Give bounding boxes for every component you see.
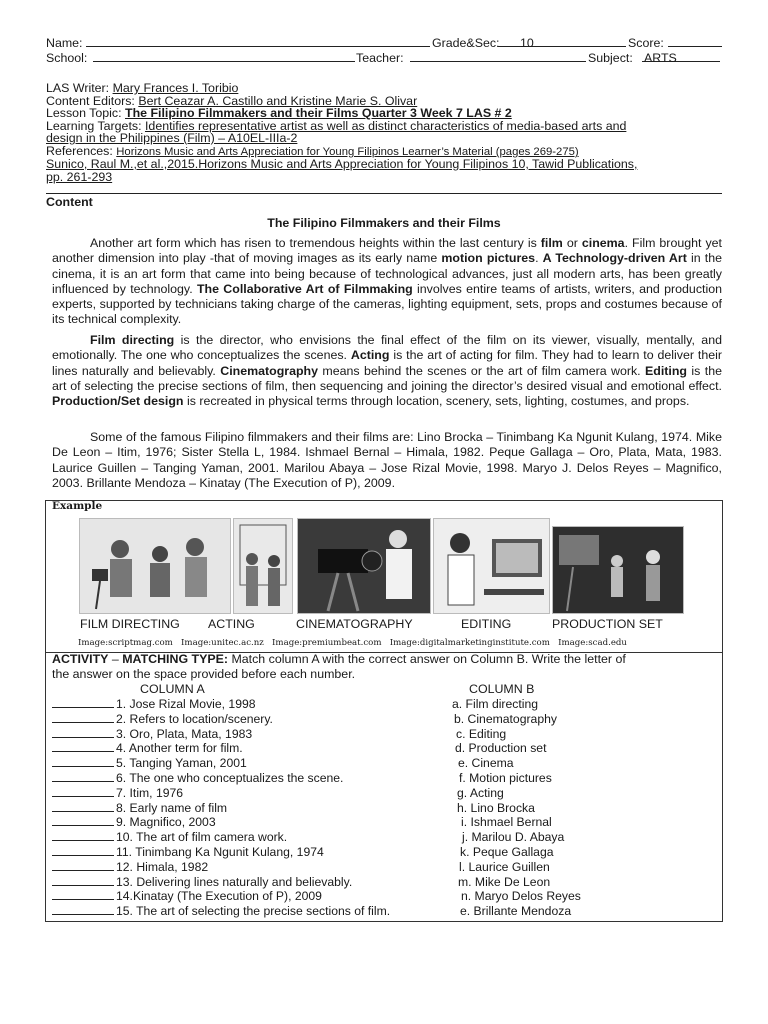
column-b-item: e. Cinema — [458, 756, 514, 771]
paragraph-filmmakers: Some of the famous Filipino filmmakers and their films are: Lino Brocka – Tinimbang Ka Ngunit Kulang, 1974. Mike De Leon – Itim, 1976; Sister Stella L, 1984. Ishmael Bernal – Himala, 1982. Peque Gallaga – Oro, Plata, Mata, 1983. Laurice Guillen – Tanging Yaman, 2001. Marilou Abaya – Jose Rizal Movie, 1998. Maryo J. Delos Reyes – Magnifico, 2003. Brillante Mendoza – Kinatay (The Execution of P), 2009. — [52, 430, 722, 490]
grade-label: Grade&Sec: — [432, 36, 500, 50]
image-source: Image:scad.edu — [558, 638, 627, 648]
activity-type: MATCHING TYPE: — [122, 652, 229, 666]
divider — [46, 193, 722, 194]
column-a-text: 14.Kinatay (The Execution of P), 2009 — [116, 889, 322, 904]
paragraph-film: Another art form which has risen to tremendous heights within the last century is film or cinema. Film brought yet another dimension into play -that of moving images as its early name motion pictures. A Technology-driven Art in the cinema, it is an art form that came into being because of technological advances, just all modern arts, has been greatly influenced by technology. The Collaborative Art of Filmmaking involves entire teams of artists, writers, and production experts, supported by technicians taking charge of the cameras, lighting equipment, sets, props and costumes because of its technical complexity. — [52, 236, 723, 327]
column-b-item: l. Laurice Guillen — [459, 859, 550, 874]
caption-editing: EDITING — [461, 617, 512, 631]
refs-label: References: — [46, 144, 113, 158]
column-a-item — [52, 860, 208, 874]
column-a-item — [52, 801, 227, 815]
content-heading: Content — [46, 195, 93, 209]
answer-blank[interactable] — [52, 904, 114, 915]
cinematography-image — [297, 518, 431, 614]
caption-acting: ACTING — [208, 617, 255, 631]
targets-text-2: design in the Philippines (Film) – A10EL-IIIa-2 — [46, 131, 298, 145]
answer-blank[interactable] — [52, 815, 114, 826]
film-directing-image — [79, 518, 231, 614]
caption-production-set: PRODUCTION SET — [552, 617, 663, 631]
refs-text-2: Sunico, Raul M.,et al.,2015.Horizons Music and Arts Appreciation for Young Filipinos 10, Tawid Publications, — [46, 157, 638, 171]
column-a-text: 2. Refers to location/scenery. — [116, 711, 273, 726]
topic-line — [46, 106, 512, 120]
caption-film-directing: FILM DIRECTING — [80, 617, 180, 631]
activity-title: ACTIVITY — [52, 652, 109, 666]
score-label: Score: — [628, 36, 664, 50]
column-b-item: j. Marilou D. Abaya — [462, 830, 565, 845]
column-b-item: h. Lino Brocka — [457, 800, 535, 815]
column-b-header: COLUMN B — [469, 682, 535, 696]
activity-instructions-2: the answer on the space provided before each number. — [52, 667, 356, 681]
paragraph-elements: Film directing is the director, who envisions the final effect of the film on its viewer, visually, mentally, and emotionally. The one who conceptualizes the scenes. Acting is the art of acting for film. They had to learn to deliver their lines naturally and believably. Cinematography means behind the scenes or the art of film camera work. Editing is the art of selecting the precise sections of film, then sequencing and joining the director’s desired visual and emotional effect. Production/Set design is recreated in physical terms through location, scenery, sets, lighting, costumes, and props. — [52, 333, 722, 409]
column-a-item — [52, 771, 343, 785]
image-source: Image:digitalmarketinginstitute.com — [389, 638, 550, 648]
column-b-item: i. Ishmael Bernal — [461, 815, 552, 830]
grade-value: 10 — [520, 36, 534, 50]
column-a-text: 4. Another term for film. — [116, 741, 243, 756]
answer-blank[interactable] — [52, 845, 114, 856]
column-a-item — [52, 756, 247, 770]
answer-blank[interactable] — [52, 727, 114, 738]
image-sources — [78, 638, 627, 648]
column-a-item — [52, 845, 324, 859]
topic-label: Lesson Topic: — [46, 106, 122, 120]
answer-blank[interactable] — [52, 875, 114, 886]
answer-blank[interactable] — [52, 801, 114, 812]
refs-text-3: pp. 261-293 — [46, 170, 113, 184]
column-b-item: a. Film directing — [452, 697, 539, 711]
caption-cinematography: CINEMATOGRAPHY — [296, 617, 413, 631]
image-source: Image:premiumbeat.com — [272, 638, 382, 648]
writer-name: Mary Frances I. Toribio — [112, 81, 239, 95]
answer-blank[interactable] — [52, 786, 114, 797]
answer-blank[interactable] — [52, 889, 114, 900]
column-a-item — [52, 875, 352, 889]
refs-line — [46, 144, 579, 158]
production-set-image — [552, 526, 684, 614]
editors-label: Content Editors: — [46, 94, 135, 108]
column-b-item: m. Mike De Leon — [458, 874, 551, 889]
answer-blank[interactable] — [52, 712, 114, 723]
answer-blank[interactable] — [52, 697, 114, 708]
column-a-text: 15. The art of selecting the precise sections of film. — [116, 904, 391, 919]
column-b-item: g. Acting — [457, 785, 504, 800]
column-a-text: 8. Early name of film — [116, 800, 228, 815]
column-a-item — [52, 741, 243, 755]
column-a-item — [52, 815, 216, 829]
grade-field[interactable] — [498, 46, 626, 47]
column-b-item: c. Editing — [456, 726, 507, 741]
column-a-item — [52, 712, 273, 726]
column-a-text: 13. Delivering lines naturally and believably. — [116, 874, 353, 889]
teacher-field[interactable] — [410, 61, 586, 62]
column-a-text: 10. The art of film camera work. — [116, 830, 288, 845]
answer-blank[interactable] — [52, 771, 114, 782]
column-a-item — [52, 786, 183, 800]
refs-text-1: Horizons Music and Arts Appreciation for Young Filipinos Learner’s Material (pages 269-275) — [116, 146, 579, 158]
topic-text: The Filipino Filmmakers and their Films Quarter 3 Week 7 LAS # 2 — [125, 106, 512, 120]
school-label: School: — [46, 51, 88, 65]
school-field[interactable] — [93, 61, 355, 62]
editors-names: Bert Ceazar A. Castillo and Kristine Marie S. Olivar — [138, 94, 418, 108]
column-a-text: 3. Oro, Plata, Mata, 1983 — [116, 726, 253, 741]
column-a-item — [52, 889, 322, 903]
column-a-text: 9. Magnifico, 2003 — [116, 815, 216, 830]
subject-value: ARTS — [644, 51, 677, 65]
column-a-text: 12. Himala, 1982 — [116, 859, 209, 874]
column-a-item — [52, 727, 252, 741]
name-field[interactable] — [86, 46, 430, 47]
editing-image — [433, 518, 550, 614]
answer-blank[interactable] — [52, 741, 114, 752]
targets-text-1: Identifies representative artist as well as distinct characteristics of media-based arts and — [144, 119, 627, 133]
column-b-item: k. Peque Gallaga — [460, 845, 554, 859]
name-label: Name: — [46, 36, 83, 50]
acting-image — [233, 518, 293, 614]
column-a-item — [52, 904, 390, 918]
score-field[interactable] — [668, 46, 722, 47]
column-b-item: d. Production set — [455, 741, 547, 756]
writer-line — [46, 81, 238, 95]
subject-label: Subject: — [588, 51, 633, 65]
column-a-text: 1. Jose Rizal Movie, 1998 — [116, 697, 256, 711]
content-title: The Filipino Filmmakers and their Films — [267, 216, 501, 230]
column-a-text: 11. Tinimbang Ka Ngunit Kulang, 1974 — [116, 845, 324, 859]
answer-blank[interactable] — [52, 756, 114, 767]
answer-blank[interactable] — [52, 860, 114, 871]
column-a-text: 6. The one who conceptualizes the scene. — [116, 771, 344, 785]
answer-blank[interactable] — [52, 830, 114, 841]
image-source: Image:scriptmag.com — [78, 638, 173, 648]
column-a-item — [52, 697, 256, 711]
column-b-item: f. Motion pictures — [459, 771, 552, 785]
column-a-text: 5. Tanging Yaman, 2001 — [116, 756, 247, 771]
column-a-text: 7. Itim, 1976 — [116, 785, 184, 800]
targets-label: Learning Targets: — [46, 119, 142, 133]
teacher-label: Teacher: — [356, 51, 404, 65]
example-label: Example — [52, 500, 103, 512]
image-source: Image:unitec.ac.nz — [181, 638, 264, 648]
column-b-item: n. Maryo Delos Reyes — [461, 889, 581, 904]
column-b-item: b. Cinematography — [454, 711, 557, 726]
column-b-item: e. Brillante Mendoza — [460, 904, 572, 919]
column-a-header: COLUMN A — [140, 682, 205, 696]
writer-label: LAS Writer: — [46, 81, 110, 95]
activity-instructions-1: ACTIVITY – MATCHING TYPE: Match column A with the correct answer on Column B. Write the letter of — [52, 652, 626, 666]
column-a-item — [52, 830, 287, 844]
